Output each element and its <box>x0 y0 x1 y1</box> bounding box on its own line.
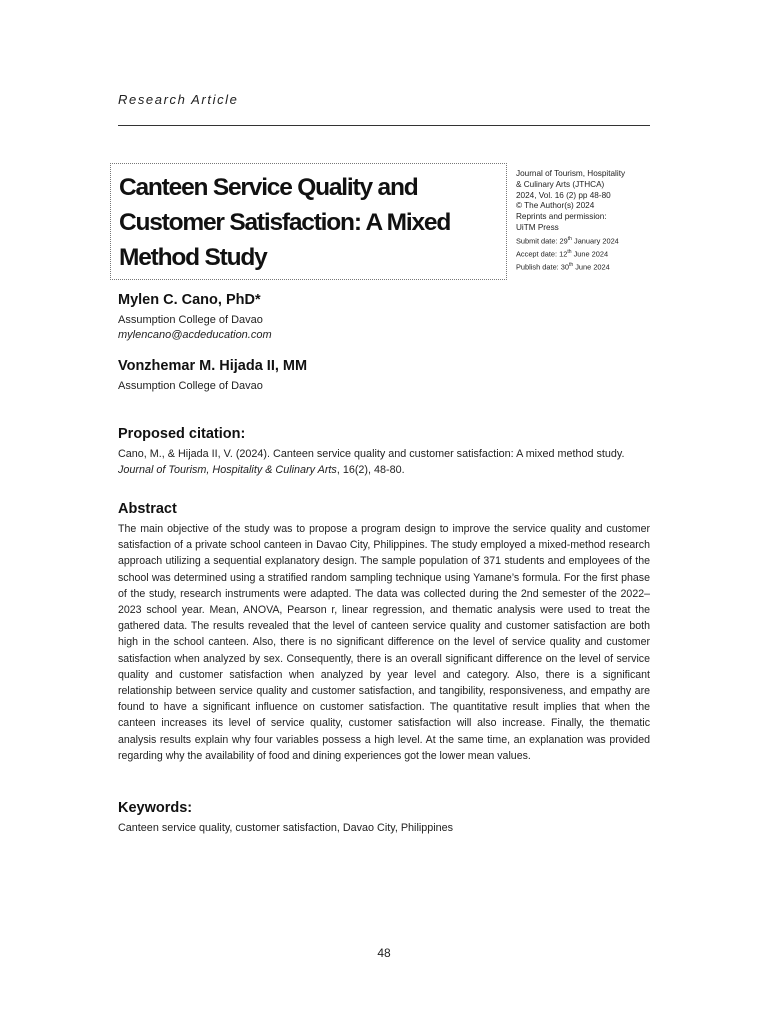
author-1-affiliation: Assumption College of Davao <box>118 314 263 326</box>
paper-title: Canteen Service Quality and Customer Satisfaction: A Mixed Method Study <box>119 174 451 271</box>
article-type-label: Research Article <box>118 92 239 107</box>
journal-name-line1: Journal of Tourism, Hospitality <box>516 169 626 178</box>
citation-heading: Proposed citation: <box>118 426 246 442</box>
abstract-text: The main objective of the study was to propose a program design to improve the service quality and customer satisfaction of a private school canteen in Davao City, Philippines. The study employed a mixed-method research approach utilizing a sequential explanatory design. The sample population of 371 students and employees of the school was determined using a stratified random sampling technique using Yamane’s formula. For the first phase of the study, research instruments were adapted. The data was collected during the 2nd semester of the 2022–2023 school year. Mean, ANOVA, Pearson r, linear regression, and thematic analysis were used to treat the gathered data. The results revealed that the level of canteen service quality and customer satisfaction are both high in the school canteen. Also, there is no significant difference on the level of service quality and customer satisfaction when analyzed by sex. Consequently, there is an overall significant difference on the level of service quality and customer satisfaction when analyzed by year level and category. Also, there is a significant relationship between service quality and customer satisfaction, and tangibility, responsiveness, and empathy are found to have a significant influence on customer satisfaction. The quantitative result implies that when the canteen increases its level of service quality, customer satisfaction will also increase. Finally, the thematic analysis results explain why four variables possess a high level. At the same time, an explanation was provided regarding why the availability of food and dining experiences got the lower mean values. <box>118 523 650 762</box>
author-1-email[interactable]: mylencano@acdeducation.com <box>118 329 272 341</box>
author-2-name: Vonzhemar M. Hijada II, MM <box>118 358 308 374</box>
journal-meta <box>516 169 656 274</box>
submit-date: Submit date: 29th January 2024 <box>516 235 619 246</box>
header-rule <box>118 125 650 126</box>
author-2-affiliation: Assumption College of Davao <box>118 380 263 392</box>
abstract-heading: Abstract <box>118 501 177 517</box>
keywords-text: Canteen service quality, customer satisfaction, Davao City, Philippines <box>118 822 454 834</box>
journal-reprints: Reprints and permission: <box>516 212 607 222</box>
author-1-name: Mylen C. Cano, PhD* <box>118 292 261 308</box>
accept-date: Accept date: 12th June 2024 <box>516 249 609 259</box>
journal-publisher: UiTM Press <box>516 222 559 232</box>
journal-copyright: © The Author(s) 2024 <box>516 201 595 211</box>
citation-text: Cano, M., & Hijada II, V. (2024). Canteen service quality and customer satisfaction: A mixed method study. Journal of Tourism, Hospitality & Culinary Arts, 16(2), 48-80. <box>118 448 625 476</box>
publish-date: Publish date: 30th June 2024 <box>516 262 610 272</box>
citation-journal: Journal of Tourism, Hospitality & Culinary Arts <box>118 463 337 476</box>
page-number: 48 <box>377 946 391 960</box>
journal-name-line2: & Culinary Arts (JTHCA) <box>516 179 605 189</box>
journal-volume: 2024, Vol. 16 (2) pp 48-80 <box>516 190 611 200</box>
keywords-heading: Keywords: <box>118 800 193 816</box>
title-box <box>110 163 507 280</box>
